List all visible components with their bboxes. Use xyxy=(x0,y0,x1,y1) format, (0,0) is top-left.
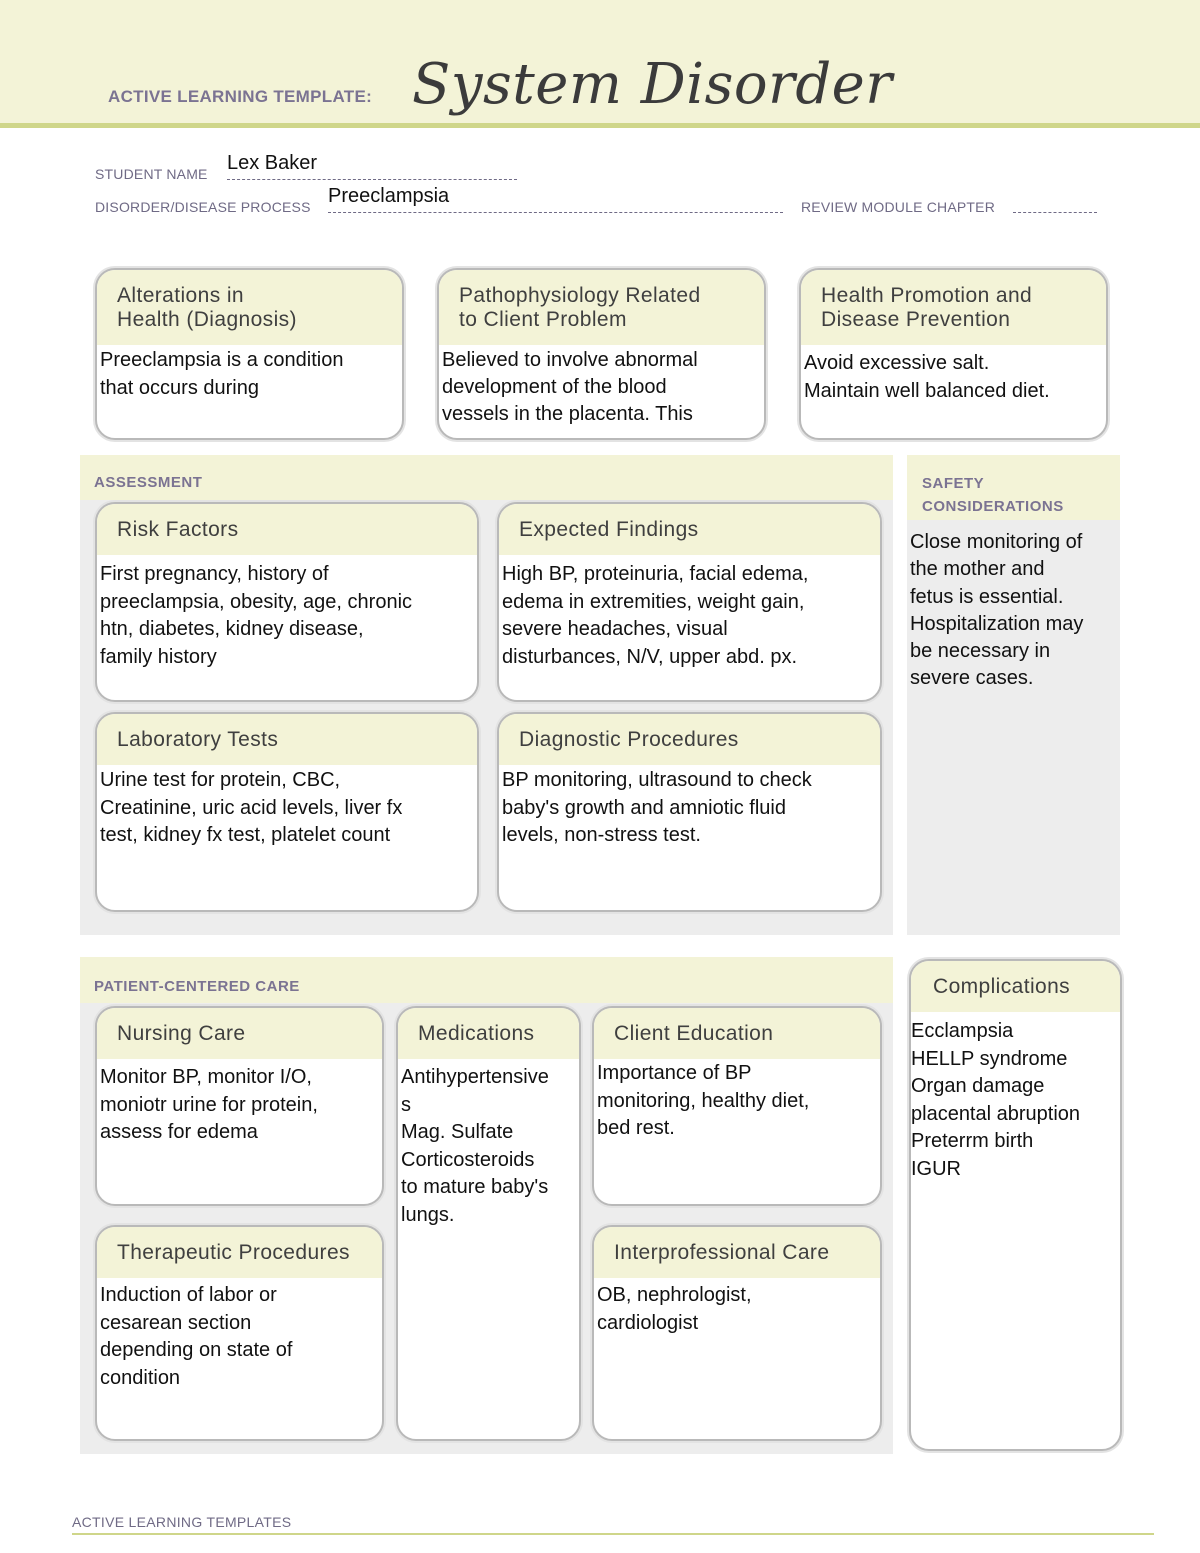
expected-findings-box[interactable] xyxy=(497,502,882,702)
footer-text: ACTIVE LEARNING TEMPLATES xyxy=(72,1514,292,1530)
student-name-field[interactable] xyxy=(227,150,517,180)
diagnostic-procedures-box[interactable] xyxy=(497,712,882,912)
client-education-box[interactable] xyxy=(592,1006,882,1206)
safety-title: SAFETY CONSIDERATIONS xyxy=(922,475,1064,515)
risk-factors-box[interactable] xyxy=(95,502,479,702)
alterations-in-health-title: Alterations in Health (Diagnosis) xyxy=(97,270,402,345)
complications-title: Complications xyxy=(911,961,1120,1012)
diagnostic-procedures-text: BP monitoring, ultrasound to check baby's growth and amniotic fluid levels, non-stress test. xyxy=(502,769,812,846)
student-name-value: Lex Baker xyxy=(227,152,318,174)
laboratory-tests-text: Urine test for protein, CBC, Creatinine, uric acid levels, liver fx test, kidney fx test, platelet count xyxy=(100,769,403,846)
alterations-in-health-text: Preeclampsia is a condition that occurs during xyxy=(100,349,344,399)
disorder-field[interactable] xyxy=(328,183,783,213)
pathophysiology-text: Believed to involve abnormal development of the blood vessels in the placenta. This xyxy=(442,349,698,425)
client-education-text: Importance of BP monitoring, healthy diet, bed rest. xyxy=(597,1062,810,1139)
disorder-label: DISORDER/DISEASE PROCESS xyxy=(95,199,311,215)
header-prefix: ACTIVE LEARNING TEMPLATE: xyxy=(108,87,373,106)
nursing-care-box[interactable] xyxy=(95,1006,384,1206)
health-promotion-title: Health Promotion and Disease Prevention xyxy=(801,270,1106,345)
medications-box[interactable] xyxy=(396,1006,581,1441)
therapeutic-procedures-text: Induction of labor or cesarean section depending on state of condition xyxy=(100,1284,293,1389)
risk-factors-text: First pregnancy, history of preeclampsia, obesity, age, chronic htn, diabetes, kidney disease, family history xyxy=(100,563,413,668)
complications-box[interactable] xyxy=(909,959,1122,1451)
health-promotion-box[interactable] xyxy=(799,268,1108,440)
pathophysiology-box[interactable] xyxy=(437,268,766,440)
nursing-care-text: Monitor BP, monitor I/O, moniotr urine for protein, assess for edema xyxy=(100,1066,318,1143)
expected-findings-text: High BP, proteinuria, facial edema, edema in extremities, weight gain, severe headaches, visual disturbances, N/V, upper abd. px. xyxy=(502,563,809,668)
therapeutic-procedures-title: Therapeutic Procedures xyxy=(97,1227,382,1278)
interprofessional-care-title: Interprofessional Care xyxy=(594,1227,880,1278)
health-promotion-text: Avoid excessive salt. Maintain well balanced diet. xyxy=(804,352,1050,402)
safety-panel xyxy=(907,455,1120,935)
therapeutic-procedures-box[interactable] xyxy=(95,1225,384,1441)
safety-text[interactable]: Close monitoring of the mother and fetus is essential. Hospitalization may be necessary in severe cases. xyxy=(910,531,1084,690)
review-module-field[interactable] xyxy=(1013,183,1097,213)
assessment-title: ASSESSMENT xyxy=(94,474,203,491)
review-module-label: REVIEW MODULE CHAPTER xyxy=(801,199,995,215)
complications-text: Ecclampsia HELLP syndrome Organ damage placental abruption Preterrm birth IGUR xyxy=(911,1020,1081,1180)
client-education-title: Client Education xyxy=(594,1008,880,1059)
laboratory-tests-title: Laboratory Tests xyxy=(97,714,477,765)
interprofessional-care-box[interactable] xyxy=(592,1225,882,1441)
student-name-label: STUDENT NAME xyxy=(95,166,208,182)
expected-findings-title: Expected Findings xyxy=(499,504,880,555)
footer-rule xyxy=(72,1533,1154,1535)
diagnostic-procedures-title: Diagnostic Procedures xyxy=(499,714,880,765)
risk-factors-title: Risk Factors xyxy=(97,504,477,555)
interprofessional-care-text: OB, nephrologist, cardiologist xyxy=(597,1284,752,1334)
disorder-value: Preeclampsia xyxy=(328,185,450,207)
medications-title: Medications xyxy=(398,1008,579,1059)
nursing-care-title: Nursing Care xyxy=(97,1008,382,1059)
page-title: System Disorder xyxy=(412,52,893,117)
medications-text: Antihypertensive s Mag. Sulfate Corticosteroids to mature baby's lungs. xyxy=(401,1066,549,1226)
laboratory-tests-box[interactable] xyxy=(95,712,479,912)
header-rule xyxy=(0,123,1200,128)
patient-centered-care-title: PATIENT-CENTERED CARE xyxy=(94,978,300,995)
pathophysiology-title: Pathophysiology Related to Client Problem xyxy=(439,270,764,345)
alterations-in-health-box[interactable] xyxy=(95,268,404,440)
